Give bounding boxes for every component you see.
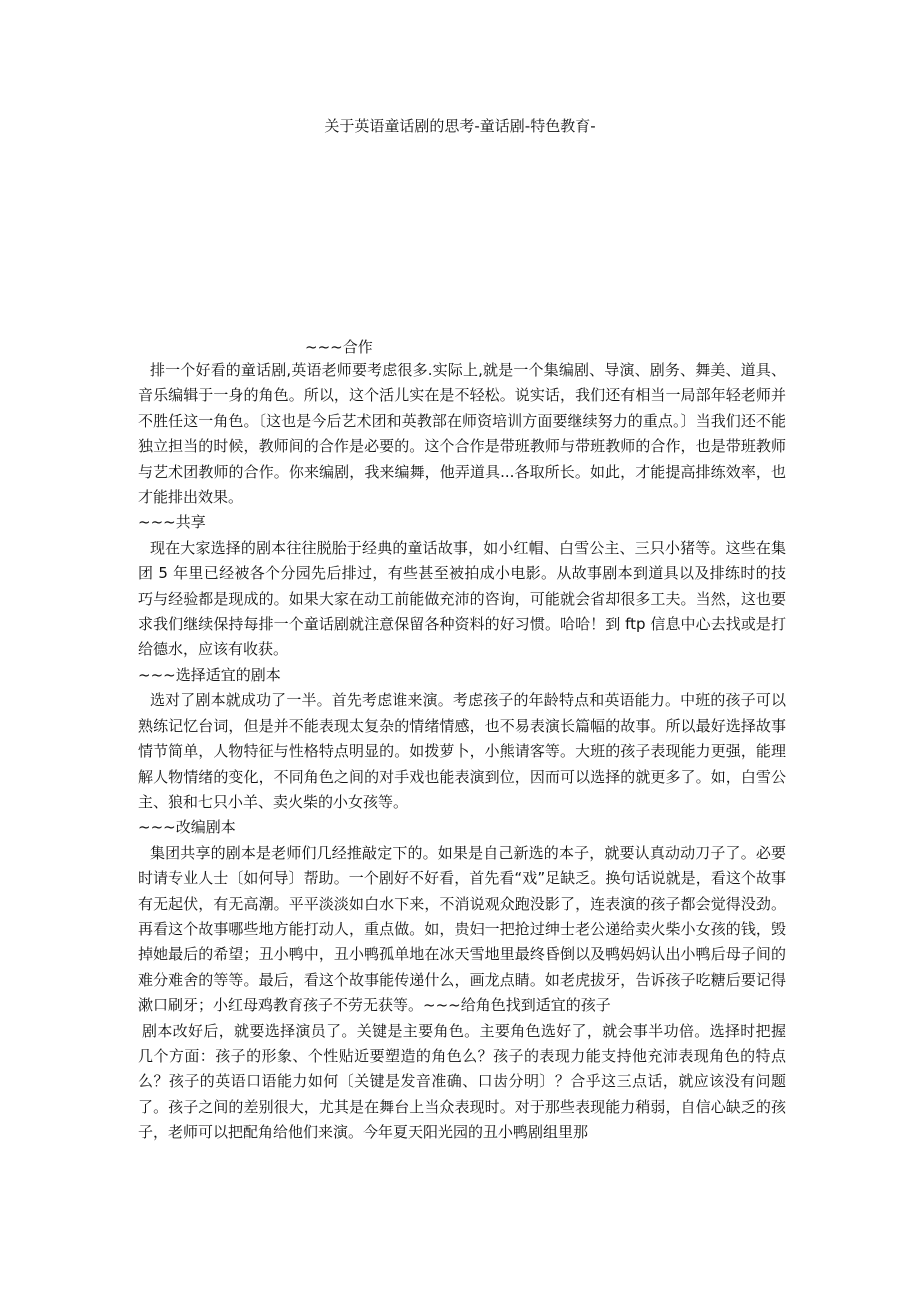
paragraph-adapt-script: 集团共享的剧本是老师们几经推敲定下的。如果是自己新选的本子，就要认真动动刀子了。必要时请专业人士〔如何导〕帮助。一个剧好不好看，首先看“戏”足缺乏。换句话说就是，看这个故事有无起伏，有无高潮。平平淡淡如白水下来，不消说观众跑没影了，连表演的孩子都会觉得没劲。再看这个故事哪些地方能打动人，重点做。如，贵妇一把抢过绅士老公递给卖火柴小女孩的钱，毁掉她最后的希望；丑小鸭中，丑小鸭孤单地在冰天雪地里最终昏倒以及鸭妈妈认出小鸭后母子间的难分难舍的等等。最后，看这个故事能传递什么，画龙点睛。如老虎拔牙，告诉孩子吃糖后要记得漱口刷牙；小红母鸡教育孩子不劳无获等。~~~给角色找到适宜的孩子: [138, 843, 786, 1015]
section-heading-cooperation: ~~~合作: [305, 338, 373, 356]
section-heading-sharing: ~~~共享: [138, 513, 206, 532]
document-body: [138, 358, 786, 1146]
section-heading-adapt-script: ~~~改编剧本: [138, 818, 236, 837]
paragraph-cooperation: 排一个好看的童话剧,英语老师要考虑很多.实际上,就是一个集编剧、导演、剧务、舞美、道具、音乐编辑于一身的角色。所以，这个活儿实在是不轻松。说实话，我们还有相当一局部年轻老师并不胜任这一角色。〔这也是今后艺术团和英教部在师资培训方面要继续努力的重点。〕当我们还不能独立担当的时候，教师间的合作是必要的。这个合作是带班教师与带班教师的合作，也是带班教师与艺术团教师的合作。你来编剧，我来编舞，他弄道具...各取所长。如此，才能提高排练效率，也才能排出效果。: [138, 361, 786, 507]
section-heading-choose-script: ~~~选择适宜的剧本: [138, 665, 281, 684]
paragraph-choose-script: 选对了剧本就成功了一半。首先考虑谁来演。考虑孩子的年龄特点和英语能力。中班的孩子可以熟练记忆台词，但是并不能表现太复杂的情绪情感，也不易表演长篇幅的故事。所以最好选择故事情节简单，人物特征与性格特点明显的。如拨萝卜，小熊请客等。大班的孩子表现能力更强，能理解人物情绪的变化，不同角色之间的对手戏也能表演到位，因而可以选择的就更多了。如，白雪公主、狼和七只小羊、卖火柴的小女孩等。: [138, 691, 786, 811]
document-title: 关于英语童话剧的思考-童话剧-特色教育-: [324, 117, 596, 135]
paragraph-sharing: 现在大家选择的剧本往往脱胎于经典的童话故事，如小红帽、白雪公主、三只小猪等。这些在集团 5 年里已经被各个分园先后排过，有些甚至被拍成小电影。从故事剧本到道具以及排练时的技巧与经验都是现成的。如果大家在动工前能做充沛的咨询，可能就会省却很多工夫。当然，这也要求我们继续保持每排一个童话剧就注意保留各种资料的好习惯。哈哈！到 ftp 信息中心去找或是打 给德水，应该有收获。: [138, 538, 786, 659]
paragraph-cast-selection: 剧本改好后，就要选择演员了。关键是主要角色。主要角色选好了，就会事半功倍。选择时把握几个方面：孩子的形象、个性贴近要塑造的角色么？孩子的表现力能支持他充沛表现角色的特点么？孩子的英语口语能力如何〔关键是发音准确、口齿分明〕？合乎这三点话，就应该没有问题了。孩子之间的差别很大，尤其是在舞台上当众表现时。对于那些表现能力稍弱，自信心缺乏的孩子，老师可以把配角给他们来演。今年夏天阳光园的丑小鸭剧组里那: [138, 1021, 786, 1142]
